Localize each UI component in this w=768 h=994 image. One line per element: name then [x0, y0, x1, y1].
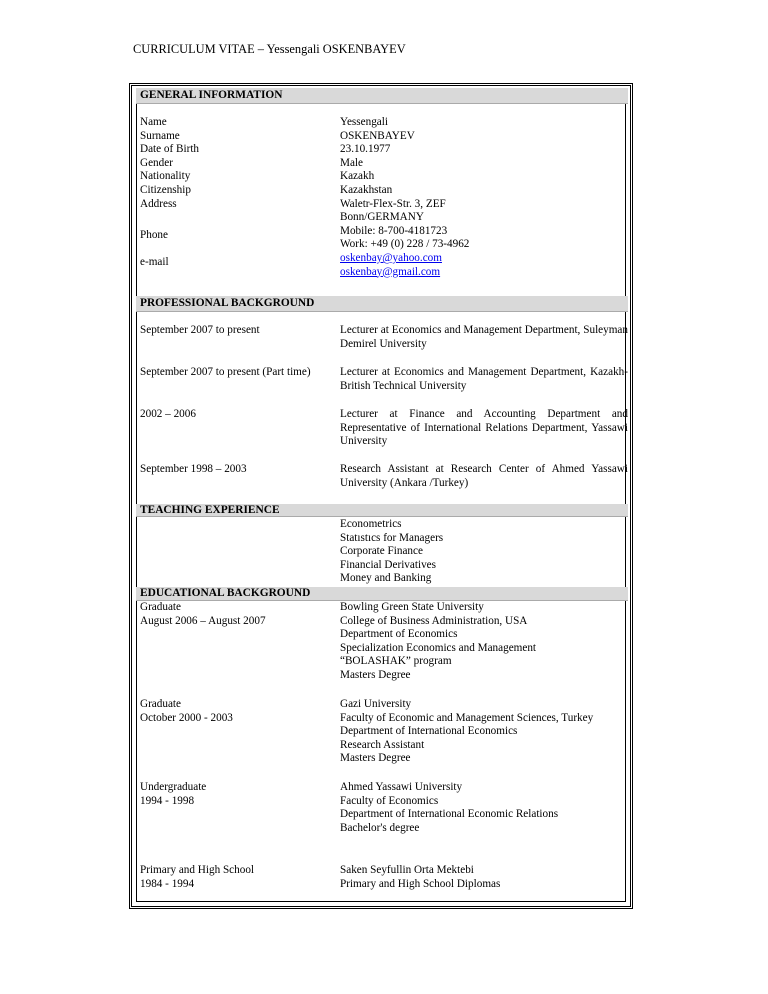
section-heading-teaching: TEACHING EXPERIENCE — [140, 504, 280, 516]
edu-line: “BOLASHAK” program — [340, 655, 452, 668]
prof-period: 2002 – 2006 — [140, 408, 196, 420]
edu-period: August 2006 – August 2007 — [140, 614, 266, 627]
course-item: Corporate Finance — [340, 545, 423, 558]
edu-line: Research Assistant — [340, 738, 425, 751]
prof-desc: Lecturer at Economics and Management Department, Kazakh-British Technical University — [340, 366, 628, 392]
edu-line: Masters Degree — [340, 668, 411, 681]
section-band-education — [136, 587, 628, 601]
label-nationality: Nationality — [140, 170, 191, 183]
label-gender: Gender — [140, 156, 173, 169]
prof-desc: Lecturer at Finance and Accounting Department and Representative of International Relations Department, Yassawi University — [340, 408, 628, 448]
value-phone-work: Work: +49 (0) 228 / 73-4962 — [340, 238, 470, 251]
edu-details — [340, 698, 628, 766]
edu-line: Gazi University — [340, 698, 412, 710]
label-address: Address — [140, 197, 177, 210]
edu-details — [340, 601, 628, 683]
course-item: Statıstıcs for Managers — [340, 531, 444, 544]
course-item: Financial Derivatives — [340, 558, 436, 571]
course-list — [340, 518, 628, 586]
section-heading-professional: PROFESSIONAL BACKGROUND — [140, 297, 315, 309]
value-citizenship: Kazakhstan — [340, 183, 393, 196]
edu-line: Ahmed Yassawi University — [340, 781, 463, 793]
edu-line: Saken Seyfullin Orta Mektebi — [340, 864, 474, 876]
edu-line: Bowling Green State University — [340, 601, 484, 613]
edu-dates — [140, 698, 233, 725]
edu-line: Primary and High School Diplomas — [340, 877, 501, 890]
prof-period: September 1998 – 2003 — [140, 463, 247, 475]
value-address-line2: Bonn/GERMANY — [340, 211, 424, 224]
edu-line: Masters Degree — [340, 752, 411, 765]
section-band-teaching — [136, 504, 628, 517]
edu-line: Faculty of Economics — [340, 794, 439, 807]
running-header: CURRICULUM VITAE – Yessengali OSKENBAYEV — [133, 42, 406, 56]
value-date-of-birth: 23.10.1977 — [340, 143, 391, 156]
email-link-yahoo[interactable]: oskenbay@yahoo.com — [340, 251, 442, 264]
value-address-line1: Waletr-Flex-Str. 3, ZEF — [340, 197, 446, 210]
value-gender: Male — [340, 156, 363, 169]
label-name: Name — [140, 116, 167, 128]
section-heading-general: GENERAL INFORMATION — [140, 89, 283, 101]
value-nationality: Kazakh — [340, 170, 375, 183]
edu-period: 1984 - 1994 — [140, 877, 195, 890]
prof-period: September 2007 to present (Part time) — [140, 366, 311, 378]
edu-line: Specialization Economics and Management — [340, 641, 537, 654]
edu-line: Department of Economics — [340, 628, 458, 641]
value-surname: OSKENBAYEV — [340, 129, 415, 142]
section-heading-education: EDUCATIONAL BACKGROUND — [140, 587, 311, 599]
edu-level: Graduate — [140, 698, 181, 710]
edu-period: 1994 - 1998 — [140, 794, 195, 807]
edu-level: Primary and High School — [140, 864, 255, 876]
label-phone: Phone — [140, 229, 168, 241]
edu-dates — [140, 601, 266, 628]
edu-level: Undergraduate — [140, 781, 207, 793]
edu-dates — [140, 781, 206, 808]
prof-desc: Lecturer at Economics and Management Department, Suleyman Demirel University — [340, 324, 628, 350]
edu-details — [340, 781, 628, 835]
general-values — [340, 116, 628, 279]
course-item: Money and Banking — [340, 572, 432, 585]
value-name: Yessengali — [340, 116, 388, 128]
label-surname: Surname — [140, 129, 180, 142]
section-band-general — [136, 88, 628, 104]
email-link-gmail[interactable]: oskenbay@gmail.com — [340, 265, 441, 278]
value-phone-mobile: Mobile: 8-700-4181723 — [340, 224, 448, 237]
course-item: Econometrics — [340, 518, 402, 530]
edu-details — [340, 864, 628, 891]
general-labels — [140, 116, 199, 211]
edu-level: Graduate — [140, 601, 181, 613]
label-date-of-birth: Date of Birth — [140, 143, 200, 156]
edu-period: October 2000 - 2003 — [140, 711, 233, 724]
label-email: e-mail — [140, 256, 169, 268]
edu-line: Bachelor's degree — [340, 821, 420, 834]
edu-dates — [140, 864, 254, 891]
edu-line: College of Business Administration, USA — [340, 614, 528, 627]
edu-line: Department of International Economics — [340, 725, 518, 738]
prof-desc: Research Assistant at Research Center of Ahmed Yassawi University (Ankara /Turkey) — [340, 463, 628, 489]
label-citizenship: Citizenship — [140, 183, 191, 196]
prof-period: September 2007 to present — [140, 324, 260, 336]
edu-line: Faculty of Economic and Management Sciences, Turkey — [340, 711, 594, 724]
section-band-professional — [136, 296, 628, 312]
edu-line: Department of International Economic Relations — [340, 808, 559, 821]
